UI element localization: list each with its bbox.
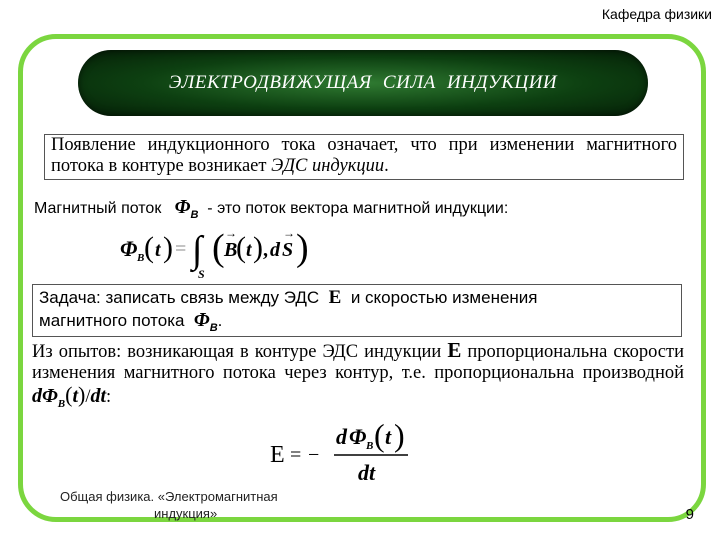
svg-text:): ) <box>296 227 309 269</box>
law-phi-sub: B <box>366 440 374 452</box>
flux-label: Магнитный поток <box>34 200 162 217</box>
intro-emphasis: ЭДС индукции <box>271 156 385 176</box>
law-minus: − <box>308 444 320 466</box>
svg-text:): ) <box>163 231 173 264</box>
slide-title: ЭЛЕКТРОДВИЖУЩАЯ СИЛА ИНДУКЦИИ <box>168 72 558 93</box>
formula-S: S <box>282 239 294 261</box>
emf-law-formula <box>268 418 428 490</box>
intro-paragraph <box>44 134 684 180</box>
experiment-text: Из опытов: возникающая в контуре ЭДС индукции <box>32 342 442 362</box>
formula-equals: = <box>175 238 187 260</box>
svg-text:): ) <box>394 418 405 453</box>
flux-symbol: Φ <box>174 196 191 218</box>
task-text-3: магнитного потока <box>39 311 185 330</box>
flux-definition-line <box>34 196 508 219</box>
task-emf-symbol: E <box>328 287 342 308</box>
svg-text:→: → <box>225 226 237 240</box>
exp-phi-sub: B <box>57 398 66 410</box>
course-line-1: Общая физика. «Электромагнитная <box>60 489 278 504</box>
course-line-2: индукция» <box>154 506 218 521</box>
svg-text:t: t <box>246 239 252 261</box>
task-phi-sub: B <box>209 322 218 334</box>
course-footer <box>60 488 340 522</box>
svg-text:(: ( <box>212 227 225 269</box>
law-emf: E <box>270 442 285 468</box>
flux-symbol-sub: B <box>190 209 199 221</box>
svg-text:(: ( <box>236 231 246 264</box>
task-text-1: Задача: записать связь между ЭДС <box>39 288 320 307</box>
law-t: t <box>385 424 392 449</box>
exp-dt: dt <box>90 385 107 407</box>
page-number: 9 <box>685 506 694 523</box>
law-equals: = <box>290 444 302 466</box>
svg-text:): ) <box>253 231 263 264</box>
experiment-text-2: пропорциональна скорости изменения магнитного потока через контур, т.е. пропорциональна производной <box>32 342 684 383</box>
svg-text:,: , <box>263 239 268 261</box>
intro-text: Появление индукционного тока означает, что при изменении магнитного потока в контуре возникает <box>51 135 677 176</box>
experiment-paragraph: Из опытов: возникающая в контуре ЭДС индукции E пропорциональна скорости изменения магнитного потока через контур, т.е. пропорциональна производной $d\Phi_B(t)/dt$: <box>32 338 684 410</box>
exp-phi: Φ <box>42 385 58 407</box>
task-box: Задача: записать связь между ЭДС E и скоростью изменения магнитного потока $\Phi_B$. <box>32 284 682 337</box>
formula-t: t <box>155 239 161 261</box>
svg-text:∫: ∫ <box>192 229 203 271</box>
svg-text:B: B <box>224 239 238 261</box>
formula-phi-sub: B <box>137 252 145 264</box>
formula-d: d <box>270 239 280 261</box>
law-d: d <box>336 424 347 449</box>
law-phi: Φ <box>349 424 367 449</box>
formula-phi: Φ <box>120 236 138 261</box>
task-text-2: и скоростью изменения <box>350 288 538 307</box>
experiment-emf-symbol: E <box>447 338 462 362</box>
department-label: Кафедра физики <box>601 6 712 22</box>
svg-text:(: ( <box>374 418 385 453</box>
intro-end: . <box>384 156 389 176</box>
svg-text:(: ( <box>144 231 154 264</box>
law-dt: dt <box>358 460 376 485</box>
flux-integral-formula <box>118 222 318 284</box>
formula-int-sub: S <box>198 267 205 281</box>
flux-description: - это поток вектора магнитной индукции: <box>207 200 509 217</box>
task-phi: Φ <box>193 309 210 331</box>
svg-text:→: → <box>283 226 295 240</box>
